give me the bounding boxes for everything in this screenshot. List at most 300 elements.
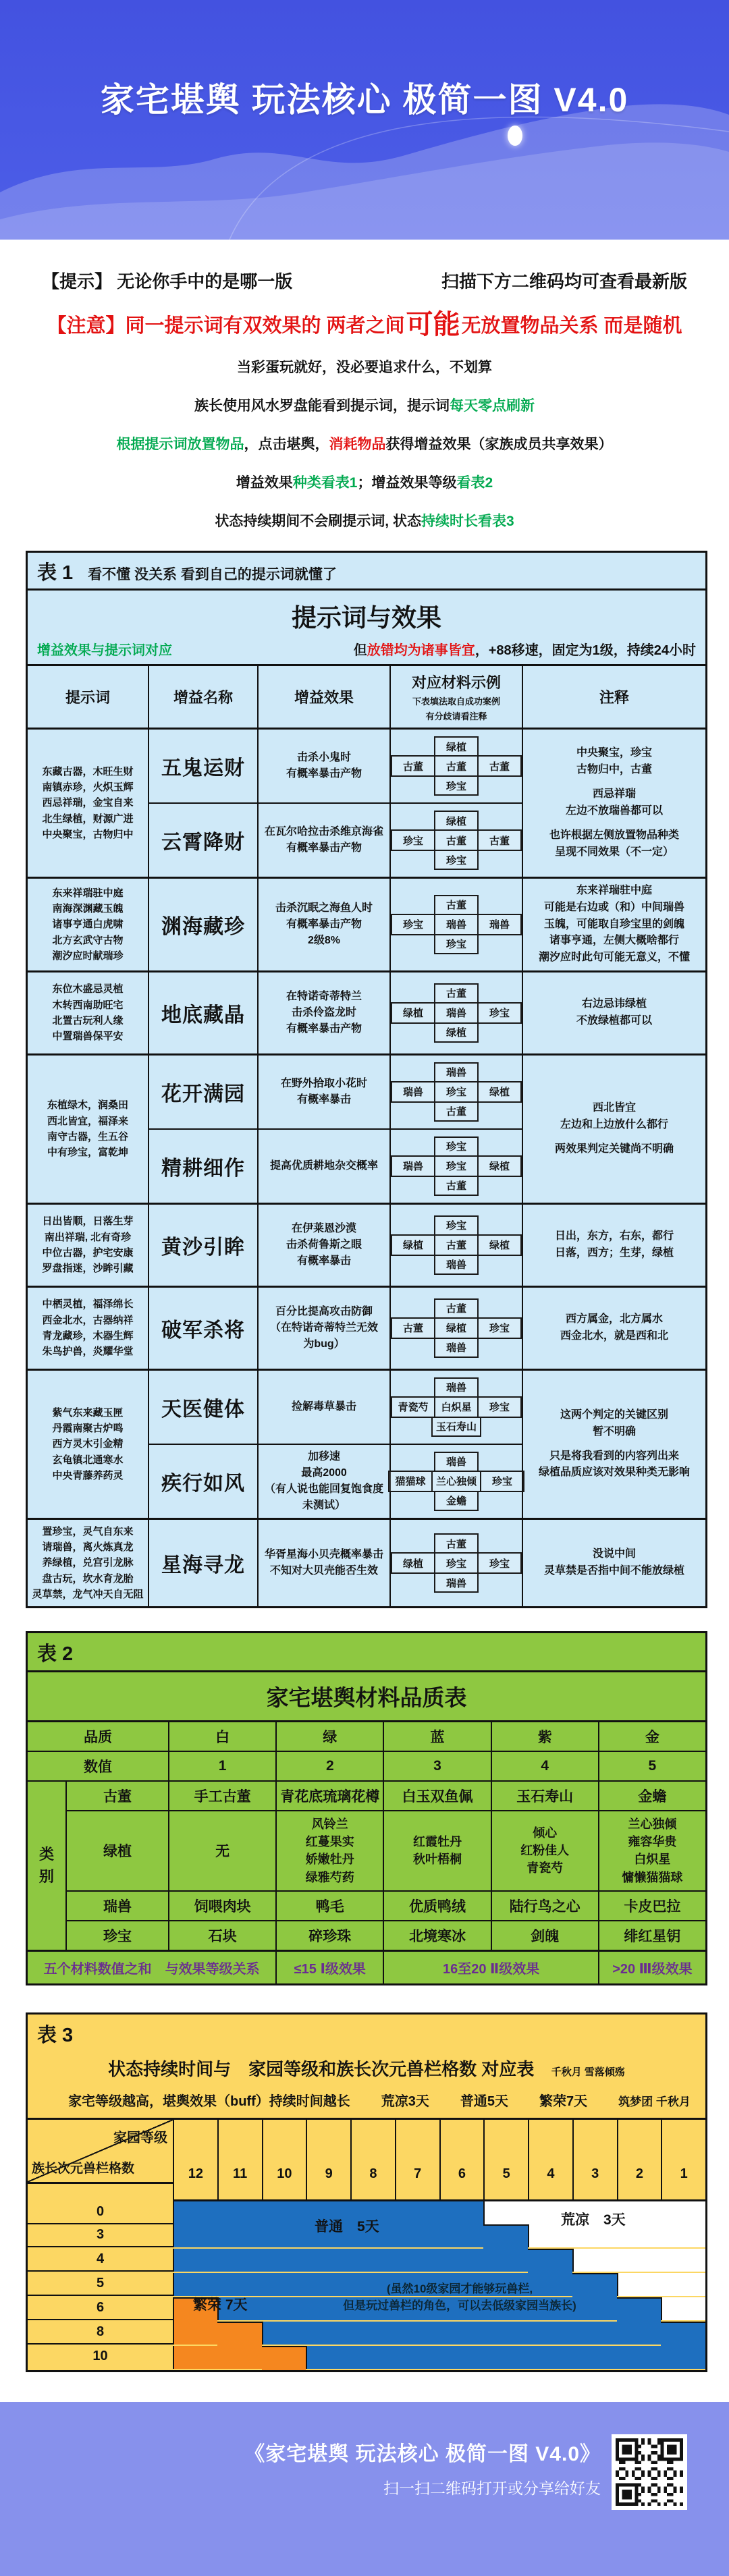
text-line: 中栖灵植，福泽绵长 [42, 1298, 134, 1311]
cross-left-cell: 绿植 [392, 1004, 434, 1022]
hint-words-cell [28, 972, 148, 1053]
category-name: 绿植 [65, 1810, 168, 1890]
duration-cell [173, 2322, 217, 2345]
table3-title [28, 2050, 705, 2082]
duration-cell [617, 2249, 662, 2272]
buff-name-cell: 五鬼运财 [148, 730, 257, 802]
text-line: (虽然10级家园才能够玩兽栏, [386, 2282, 533, 2295]
text-line: 加移速 [307, 1450, 340, 1462]
home-level-header: 4 [528, 2120, 572, 2201]
pen-slots-row-label: 8 [28, 2322, 173, 2345]
col-header-text: 增益效果 [294, 689, 354, 706]
text-line: 没说中间 [592, 1548, 636, 1560]
cross-right-cell: 绿植 [477, 1236, 520, 1255]
duration-cell [395, 2224, 439, 2247]
cross-left-cell: 古董 [392, 1319, 434, 1338]
material-name: 青瓷芍 [526, 1861, 564, 1875]
text-line: 在瓦尔哈拉击杀维京海雀 [264, 826, 383, 838]
tip-left: 【提示】 无论你手中的是哪一版 [42, 271, 293, 292]
material-cross-cell [389, 1288, 522, 1369]
col-header-text: 注释 [599, 689, 629, 706]
buff-effect-cell [257, 1520, 389, 1606]
text-line: 置珍宝，灵气自东来 [42, 1525, 134, 1537]
material-name: 红霞牡丹 [412, 1835, 462, 1849]
duration-cell [395, 2201, 439, 2224]
notes-cell [522, 1288, 705, 1369]
material-cross-cell [389, 802, 522, 877]
text-line: 有概率暴击产物 [286, 842, 362, 854]
duration-cell [661, 2249, 705, 2272]
text-line: 有概率暴击产物 [286, 1022, 362, 1035]
text-segment: 当彩蛋玩就好，没必要追求什么，不划算 [237, 360, 492, 375]
material-cell [383, 1810, 490, 1890]
buff-name-cell: 地底藏晶 [148, 972, 257, 1053]
notes-cell [522, 879, 705, 970]
cross-center-cell: 绿植 [434, 1319, 477, 1338]
material-name: 玉石寿山 [516, 1789, 574, 1805]
category-name: 古董 [65, 1780, 168, 1810]
text-line: 青龙藏珍，木器生辉 [42, 1330, 134, 1342]
cross-center-cell: 古董 [434, 831, 477, 850]
text-line: 玄龟镇北通寒水 [52, 1454, 124, 1466]
material-cell [598, 1920, 705, 1950]
col-header-text: 提示词 [65, 689, 110, 706]
text-line: 击杀荷鲁斯之眼 [286, 1238, 362, 1251]
material-name: 碎珍珠 [308, 1928, 352, 1944]
text-line: 西方属金，北方属水 [565, 1313, 663, 1325]
table1-row-group [28, 1518, 705, 1606]
text-line: 捡解毒草暴击 [291, 1400, 356, 1413]
placement-cross [391, 811, 522, 870]
table1-subtitle-right [354, 639, 696, 659]
text-line: 紫气东来藏玉匣 [52, 1406, 124, 1419]
cross-middle-row [391, 1317, 522, 1339]
cross-right-cell: 珍宝 [477, 1319, 520, 1338]
quality-tier: 蓝 [383, 1722, 490, 1751]
table3-credit: 筑梦团 千秋月 [618, 2095, 691, 2108]
table1-row-group [28, 877, 705, 970]
duration-cell [572, 2346, 617, 2369]
table1-col-header [522, 666, 705, 728]
table3-label: 表 3 [37, 2024, 74, 2046]
warning-line [0, 310, 729, 338]
col-axis-label: 家园等级 [113, 2130, 167, 2145]
table3-subtitle: 家宅等级越高，堪舆效果（buff）持续时间越长 [68, 2093, 350, 2109]
hint-words-cell [28, 1371, 148, 1518]
vertical-char: 别 [38, 1868, 54, 1886]
tag-normal: 普通5天 [460, 2093, 509, 2109]
duration-cell [217, 2249, 262, 2272]
quality-value: 5 [598, 1751, 705, 1780]
quality-value: 4 [491, 1751, 598, 1780]
material-cross-cell [389, 1371, 522, 1444]
text-line: 中位古器，护宅安康 [42, 1246, 134, 1259]
intro-section [0, 240, 729, 551]
text-segment: 【注意】同一提示词有双效果的 两者之间 [47, 315, 405, 337]
material-name: 风铃兰 [311, 1817, 348, 1832]
material-cell [491, 1780, 598, 1810]
col-header-text: 对应材料示例 [411, 674, 501, 691]
table1-row-group [28, 1369, 705, 1518]
material-cross-cell [389, 1205, 522, 1286]
cross-left-cell: 瑞兽 [392, 1157, 434, 1176]
home-level-header: 10 [262, 2120, 306, 2201]
material-name: 剑魄 [531, 1928, 560, 1944]
buff-name-cell: 天医健体 [148, 1371, 257, 1444]
material-name: 红蔓果实 [305, 1835, 354, 1849]
text-line: 养绿植，兑宫引龙脉 [42, 1557, 134, 1569]
text-line: 这两个判定的关键区别 [560, 1408, 668, 1421]
text-line: 也许根据左侧放置物品种类 [549, 829, 679, 841]
buff-name-cell: 黄沙引眸 [148, 1205, 257, 1286]
duration-cell [439, 2201, 484, 2224]
cross-top-cell: 绿植 [434, 736, 479, 757]
material-cell [168, 1780, 275, 1810]
table2-label: 表 2 [28, 1633, 705, 1672]
text-line: 东来祥瑞驻中庭 [576, 885, 652, 896]
material-cell [168, 1920, 275, 1950]
duration-cell [483, 2201, 528, 2224]
cross-right-cell: 珍宝 [477, 1398, 520, 1417]
tier1-rule: ≤15 Ⅰ级效果 [275, 1952, 383, 1983]
text-segment: 可能 [406, 309, 460, 339]
text-line: 西金北水，古器纳祥 [42, 1314, 134, 1326]
table2-grid [28, 1722, 705, 1949]
text-line: 华胥星海小贝壳概率暴击 [264, 1549, 383, 1561]
text-line: 西金北水，就是西和北 [560, 1330, 668, 1342]
buff-name-cell: 星海寻龙 [148, 1520, 257, 1606]
text-segment: ，+88移速，固定为1级，持续24小时 [475, 643, 696, 658]
text-segment: 无放置物品关系 而是随机 [461, 315, 682, 337]
duration-cell [217, 2273, 262, 2296]
text-segment: 种类看表1 [292, 475, 358, 491]
table2 [26, 1631, 707, 1985]
hint-words-cell [28, 1520, 148, 1606]
cross-top-cell: 古董 [434, 983, 479, 1004]
tier3-rule: >20 Ⅲ级效果 [598, 1952, 705, 1983]
cross-left-cell: 绿植 [392, 1554, 434, 1572]
material-cell [383, 1920, 490, 1950]
text-line: （有人说也能回复饱食度 [264, 1483, 383, 1495]
cross-left-cell: 猫猫球 [389, 1472, 431, 1491]
text-segment: 族长使用风水罗盘能看到提示词，提示词 [194, 398, 450, 414]
material-name: 倾心 [533, 1826, 558, 1840]
intro-line-6 [0, 472, 729, 492]
placement-cross [391, 1533, 522, 1593]
table3-title-text: 状态持续时间与 家园等级和族长次元兽栏格数 对应表 [108, 2058, 535, 2079]
text-line: 灵草禁是否指中间不能放绿植 [543, 1565, 684, 1577]
material-cell [275, 1810, 383, 1890]
notes-cell [522, 1520, 705, 1606]
table1-label-note: 看不懂 没关系 看到自己的提示词就懂了 [88, 567, 337, 582]
material-name: 慵懒猫猫球 [622, 1870, 683, 1884]
material-name: 红粉佳人 [520, 1844, 570, 1858]
duration-cell [395, 2346, 439, 2369]
cross-top-cell: 瑞兽 [434, 1452, 479, 1472]
cross-bottom-cell: 瑞兽 [434, 1338, 479, 1358]
cross-top-cell: 古董 [434, 1298, 479, 1319]
duration-cell [661, 2322, 705, 2346]
text-segment: 增益效果 [236, 475, 293, 491]
text-line: 西忌祥瑞 [592, 788, 636, 800]
material-name: 金蟾 [638, 1789, 667, 1805]
material-cross-cell [389, 879, 522, 970]
duration-cell [350, 2322, 395, 2345]
text-line: 右边忌讳绿植 [581, 998, 647, 1010]
text-line: 玉魄，可能取自珍宝里的剑魄 [543, 918, 684, 930]
table1-row-group [28, 1203, 705, 1286]
placement-cross [391, 736, 522, 796]
duration-cell [395, 2249, 439, 2272]
text-line: 北方玄武守古物 [52, 934, 124, 946]
table1-col-header [148, 666, 257, 728]
cross-middle-row [391, 1002, 522, 1024]
text-line: 中置瑞兽保平安 [52, 1031, 124, 1043]
notes-cell [522, 1056, 705, 1203]
text-line: 但是玩过兽栏的角色，可以去低级家园当族长) [343, 2299, 576, 2312]
buff-effect-cell [257, 1056, 389, 1128]
material-cell [598, 1810, 705, 1890]
text-line: 中有珍宝，富乾坤 [47, 1147, 128, 1159]
cross-center-cell: 古董 [434, 1236, 477, 1255]
cross-middle-row [391, 1081, 522, 1103]
col-header-text: 增益名称 [173, 689, 233, 706]
cross-bottom-cell: 古董 [434, 1101, 479, 1122]
tag-desolate: 荒凉3天 [381, 2093, 429, 2109]
table1-row-group [28, 970, 705, 1053]
home-level-header: 11 [217, 2120, 262, 2201]
table1-column-headers [28, 666, 705, 730]
text-line: 诸事亨通，左侧大概啥都行 [549, 935, 679, 947]
text-segment: 状态持续期间不会刷提示词, 状态 [215, 514, 421, 529]
pen-slots-row-label: 0 [28, 2201, 173, 2224]
text-line: 为bug） [303, 1338, 345, 1350]
material-name: 鸭毛 [315, 1898, 344, 1915]
material-name: 手工古董 [194, 1789, 251, 1805]
buff-name-cell: 云霄降财 [148, 802, 257, 877]
cross-bottom-cell: 古董 [434, 1176, 479, 1196]
cross-center-cell: 珍宝 [434, 1157, 477, 1176]
buff-effect-cell [257, 1371, 389, 1444]
material-name: 兰心独倾 [628, 1817, 677, 1832]
text-line: 有概率暴击产物 [286, 768, 362, 779]
cross-center-cell: 兰心独倾 [431, 1472, 480, 1491]
page-title: 家宅堪舆 玩法核心 极简一图 V4.0 [100, 81, 629, 119]
duration-cell [262, 2249, 306, 2272]
buff-effect-cell [257, 730, 389, 802]
duration-cell [306, 2346, 350, 2369]
quality-value: 3 [383, 1751, 490, 1780]
text-line: 提高优质耕地杂交概率 [269, 1159, 378, 1172]
value-label: 数值 [28, 1751, 168, 1780]
axis-corner-cell [28, 2120, 173, 2184]
footer-banner [0, 2402, 729, 2576]
text-line: 西北皆宜 [592, 1102, 636, 1114]
pen-slots-row-label: 10 [92, 2349, 108, 2364]
cross-center-cell: 瑞兽 [434, 1004, 477, 1022]
text-segment: 持续时长看表3 [421, 514, 514, 529]
pen-slots-row-label: 4 [28, 2249, 173, 2272]
duration-cell [528, 2249, 572, 2273]
text-line: 左边和上边放什么都行 [560, 1118, 668, 1130]
sum-rule-label: 五个材料数值之和 与效果等级关系 [43, 1961, 260, 1977]
duration-cell [439, 2322, 484, 2345]
cross-left-cell: 绿植 [392, 1236, 434, 1255]
duration-cell [262, 2224, 306, 2247]
material-cross-cell [389, 1056, 522, 1128]
home-level-header: 3 [572, 2120, 617, 2201]
table1-subtitle-left: 增益效果与提示词对应 [37, 643, 172, 658]
material-cell [491, 1890, 598, 1920]
cross-left-cell: 珍宝 [392, 915, 434, 934]
table1-label: 表 1 [37, 562, 74, 584]
material-name: 娇嫩牡丹 [305, 1853, 354, 1867]
duration-cell [217, 2346, 262, 2369]
text-line: 南出祥瑞, 北有奇珍 [44, 1231, 132, 1243]
table2-title: 家宅堪舆材料品质表 [28, 1672, 705, 1722]
material-cross-cell [389, 730, 522, 802]
text-line: 日出皆顺，日落生芽 [42, 1215, 134, 1228]
text-segment: 看表2 [456, 475, 493, 491]
hint-words-cell [28, 1205, 148, 1286]
material-cell [168, 1810, 275, 1890]
text-segment: ，点击堪舆， [244, 437, 329, 452]
duration-cell [661, 2201, 705, 2224]
category-name: 瑞兽 [65, 1890, 168, 1920]
text-line: 在野外拾取小花时 [280, 1077, 367, 1089]
intro-line-3 [0, 356, 729, 377]
intro-line-7 [0, 510, 729, 530]
material-name: 白炽星 [634, 1853, 671, 1867]
cross-center-cell: 珍宝 [434, 1083, 477, 1101]
table1-col-header [28, 666, 148, 728]
material-cross-cell [389, 972, 522, 1053]
text-line: 潮汐应时献瑞珍 [52, 950, 124, 962]
duration-cell [306, 2322, 350, 2345]
table1-label-row [28, 553, 705, 591]
cross-middle-row [391, 829, 522, 851]
material-name: 雍容华贵 [628, 1835, 677, 1849]
table3-title-note: 千秋月 雪落倾殇 [551, 2066, 625, 2078]
intro-line-5 [0, 433, 729, 454]
cross-left-cell: 青瓷芍 [392, 1398, 434, 1417]
text-line: （在特诺奇蒂特兰无效 [269, 1321, 378, 1334]
cross-bottom-cell: 绿植 [434, 1022, 479, 1043]
quality-tier: 金 [598, 1722, 705, 1751]
text-line: 击杀小鬼时 [296, 752, 351, 763]
duration-cell [528, 2322, 572, 2345]
hint-words-cell [28, 879, 148, 970]
quality-tier: 白 [168, 1722, 275, 1751]
text-line: 南守古器，生五谷 [47, 1130, 128, 1143]
text-line: 最高2000 [301, 1467, 347, 1479]
cross-center-cell: 白炽星 [434, 1398, 477, 1417]
table2-footer-row [28, 1950, 705, 1983]
tip-line [0, 268, 729, 293]
text-segment: 根据提示词放置物品 [116, 437, 244, 452]
material-name: 优质鸭绒 [408, 1898, 466, 1915]
quality-label: 品质 [84, 1730, 112, 1746]
text-line: 左边不放瑞兽都可以 [565, 805, 663, 817]
material-cell [275, 1890, 383, 1920]
home-level-header: 7 [395, 2120, 439, 2201]
text-line: 未测试） [302, 1499, 346, 1511]
material-cell [491, 1810, 598, 1890]
text-line: 绿植品质应该对效果种类无影响 [538, 1467, 690, 1479]
col-header-subtext: 有分歧请看注释 [425, 711, 487, 721]
pen-slots-row-label: 5 [28, 2273, 173, 2296]
duration-cell [217, 2224, 262, 2247]
material-name: 卡皮巴拉 [624, 1898, 681, 1915]
cross-right-cell: 珍宝 [477, 1554, 520, 1572]
duration-cell [173, 2201, 217, 2224]
text-line: 罗盘指迷，沙眸引藏 [42, 1263, 134, 1275]
cross-center-cell: 珍宝 [434, 1554, 477, 1572]
table1-row-group [28, 730, 705, 877]
duration-cell [306, 2249, 350, 2272]
pen-slots-row-label: 6 [28, 2297, 173, 2320]
duration-cell [572, 2249, 617, 2272]
cross-right-cell: 绿植 [477, 1083, 520, 1101]
text-line: 中央聚宝，珍宝 [576, 747, 652, 759]
duration-cell [661, 2346, 705, 2369]
duration-cell [483, 2249, 528, 2272]
cross-left-cell: 珍宝 [392, 831, 434, 850]
cross-top-cell: 珍宝 [434, 1136, 479, 1157]
home-level-header: 6 [439, 2120, 484, 2201]
buff-effect-cell [257, 1444, 389, 1518]
text-line: 击杀沉眠之海鱼人时 [275, 902, 373, 914]
home-level-header: 8 [350, 2120, 395, 2201]
material-name: 饲喂肉块 [194, 1898, 251, 1915]
material-cell [383, 1780, 490, 1810]
duration-cell [262, 2322, 306, 2345]
cross-left-cell: 瑞兽 [392, 1083, 434, 1101]
cross-top-cell: 瑞兽 [434, 1062, 479, 1083]
placement-cross [391, 895, 522, 954]
cross-top-cell: 古董 [434, 895, 479, 915]
text-line: 木转西南助旺宅 [52, 999, 124, 1011]
text-line: 朱鸟护兽，炎耀华堂 [42, 1346, 134, 1358]
table3-note [284, 2279, 635, 2313]
duration-cell [173, 2273, 217, 2296]
table1-row-group [28, 1286, 705, 1369]
text-line: 两效果判定关键尚不明确 [554, 1143, 674, 1155]
footer-text [244, 2437, 601, 2498]
text-line: 有概率暴击 [296, 1093, 351, 1105]
buff-effect-cell [257, 1288, 389, 1369]
header-banner [0, 0, 729, 240]
duration-cell [262, 2201, 306, 2224]
table1-col-header [389, 666, 522, 728]
notes-cell [522, 730, 705, 877]
text-line: 东位木盛忌灵植 [52, 983, 124, 995]
cross-bottom-cell: 珍宝 [434, 775, 479, 796]
duration-cell [439, 2224, 484, 2247]
cross-middle-row [388, 1471, 524, 1492]
cross-right-cell: 珍宝 [480, 1472, 523, 1491]
cross-middle-row [391, 1155, 522, 1177]
cross-right-cell: 古董 [477, 757, 520, 775]
text-line: 击杀伶盗龙时 [291, 1006, 356, 1018]
material-name: 无 [215, 1844, 230, 1860]
tag-prosperous: 繁荣7天 [539, 2093, 588, 2109]
table3-subtitle-row [28, 2082, 705, 2118]
duration-cell [661, 2273, 705, 2296]
material-name: 绿雅芍药 [305, 1870, 354, 1884]
placement-cross [391, 1062, 522, 1122]
text-segment: 每天零点刷新 [450, 398, 535, 414]
